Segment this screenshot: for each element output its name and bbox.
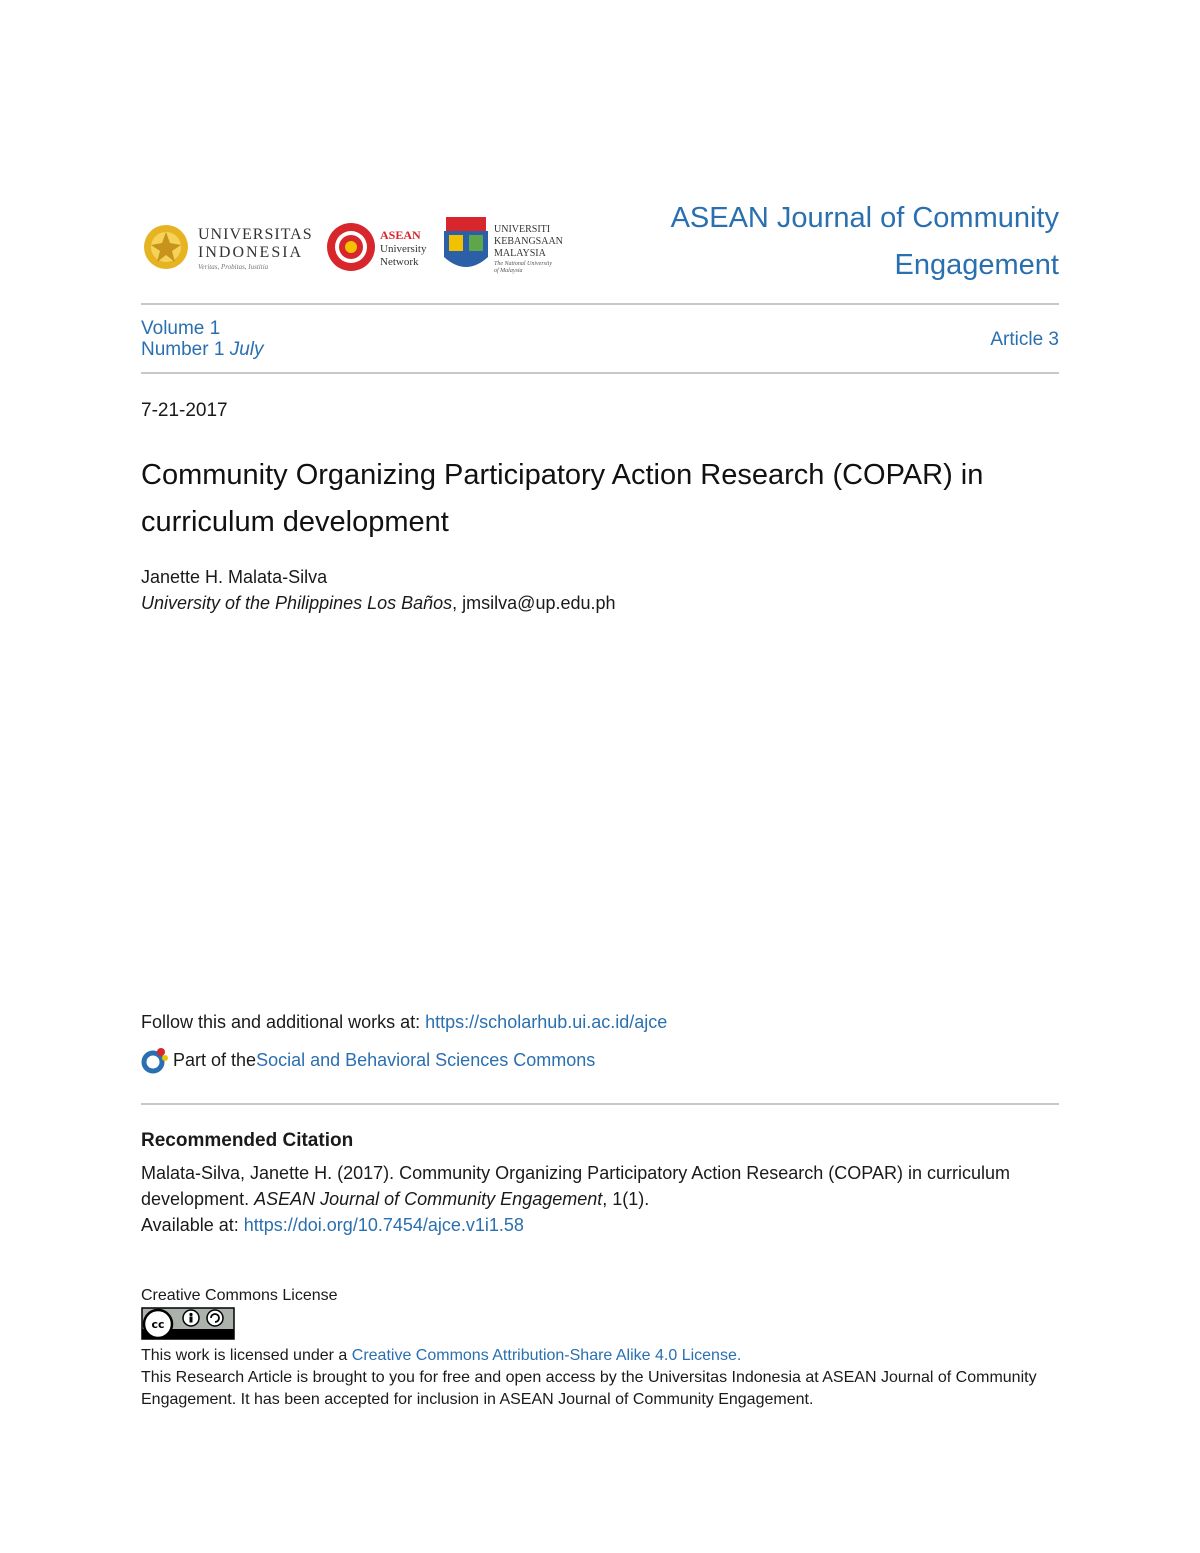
ui-logo-line1: UNIVERSITAS	[198, 226, 313, 243]
journal-title-line1[interactable]: ASEAN Journal of Community	[670, 202, 1059, 234]
aun-emblem-icon	[327, 223, 375, 271]
follow-line	[141, 1012, 667, 1033]
commons-network-icon	[141, 1046, 169, 1074]
recommended-citation-heading: Recommended Citation	[141, 1130, 354, 1151]
cc-license-label: Creative Commons License	[141, 1287, 338, 1304]
aun-logo-line1: ASEAN	[380, 228, 421, 242]
ui-seal-icon	[144, 225, 188, 269]
commons-link[interactable]: Social and Behavioral Sciences Commons	[256, 1049, 596, 1070]
part-of-line	[141, 1046, 595, 1074]
header-divider	[141, 303, 1059, 305]
article-number-link[interactable]: Article 3	[990, 329, 1059, 350]
svg-text:cc: cc	[151, 1318, 165, 1331]
part-of-prefix: Part of the	[173, 1049, 257, 1070]
article-title-line1: Community Organizing Participatory Action Research (COPAR) in	[141, 459, 984, 491]
volume-info	[141, 318, 264, 360]
number-line	[141, 339, 264, 360]
header	[141, 195, 1059, 290]
ukm-logo-line4: The National University	[494, 261, 552, 267]
author-affiliation	[141, 593, 616, 614]
citation-journal: ASEAN Journal of Community Engagement	[254, 1189, 603, 1209]
ukm-logo-line2: KEBANGSAAN	[494, 236, 563, 247]
publication-date: 7-21-2017	[141, 400, 228, 421]
citation-part2: , 1(1).	[602, 1189, 650, 1209]
license-text	[141, 1345, 1041, 1411]
open-access-note: This Research Article is brought to you for free and open access by the Universitas Indonesia at ASEAN Journal of Community Engagement. It has been accepted for inclusion in ASEAN Journal of Community Engagement.	[141, 1369, 1037, 1408]
cc-by-sa-badge-icon[interactable]	[141, 1307, 235, 1340]
aun-logo-line3: Network	[380, 256, 419, 268]
cover-page	[141, 0, 1059, 1553]
institution-logos	[141, 205, 571, 275]
affiliation-institution: University of the Philippines Los Baños	[141, 593, 453, 613]
ukm-crest-icon	[444, 217, 488, 267]
ui-logo-tagline: Veritas, Probitas, Iustitia	[198, 263, 269, 271]
ukm-logo-line3: MALAYSIA	[494, 248, 546, 259]
author-name: Janette H. Malata-Silva	[141, 567, 328, 587]
article-title	[141, 452, 1059, 546]
ukm-logo-line5: of Malaysia	[494, 268, 523, 274]
available-prefix: Available at:	[141, 1215, 244, 1235]
citation-part1: Malata-Silva, Janette H. (2017). Community Organizing Participatory Action Research (COPAR) in curriculum development.	[141, 1163, 1010, 1209]
journal-title-line2[interactable]: Engagement	[894, 249, 1059, 281]
license-line	[141, 1345, 1041, 1367]
ui-logo-line2: INDONESIA	[198, 244, 304, 261]
follow-url-link[interactable]: https://scholarhub.ui.ac.id/ajce	[425, 1012, 668, 1032]
citation-text	[141, 1160, 1041, 1238]
doi-link[interactable]: https://doi.org/10.7454/ajce.v1i1.58	[243, 1215, 524, 1235]
issue-month: July	[229, 339, 264, 360]
license-link[interactable]: Creative Commons Attribution-Share Alike 4.0 License.	[351, 1347, 742, 1364]
affiliation-email: , jmsilva@up.edu.ph	[452, 593, 616, 613]
number-link[interactable]: Number 1	[141, 339, 225, 360]
aun-logo-line2: University	[380, 243, 427, 255]
license-prefix: This work is licensed under a	[141, 1347, 352, 1364]
citation-divider	[141, 1103, 1059, 1105]
ukm-logo-line1: UNIVERSITI	[494, 224, 551, 235]
article-title-line2: curriculum development	[141, 506, 449, 538]
follow-prefix: Follow this and additional works at:	[141, 1012, 426, 1032]
volume-link[interactable]: Volume 1	[141, 318, 221, 339]
journal-title-link[interactable]	[599, 195, 1059, 289]
issue-divider	[141, 372, 1059, 374]
